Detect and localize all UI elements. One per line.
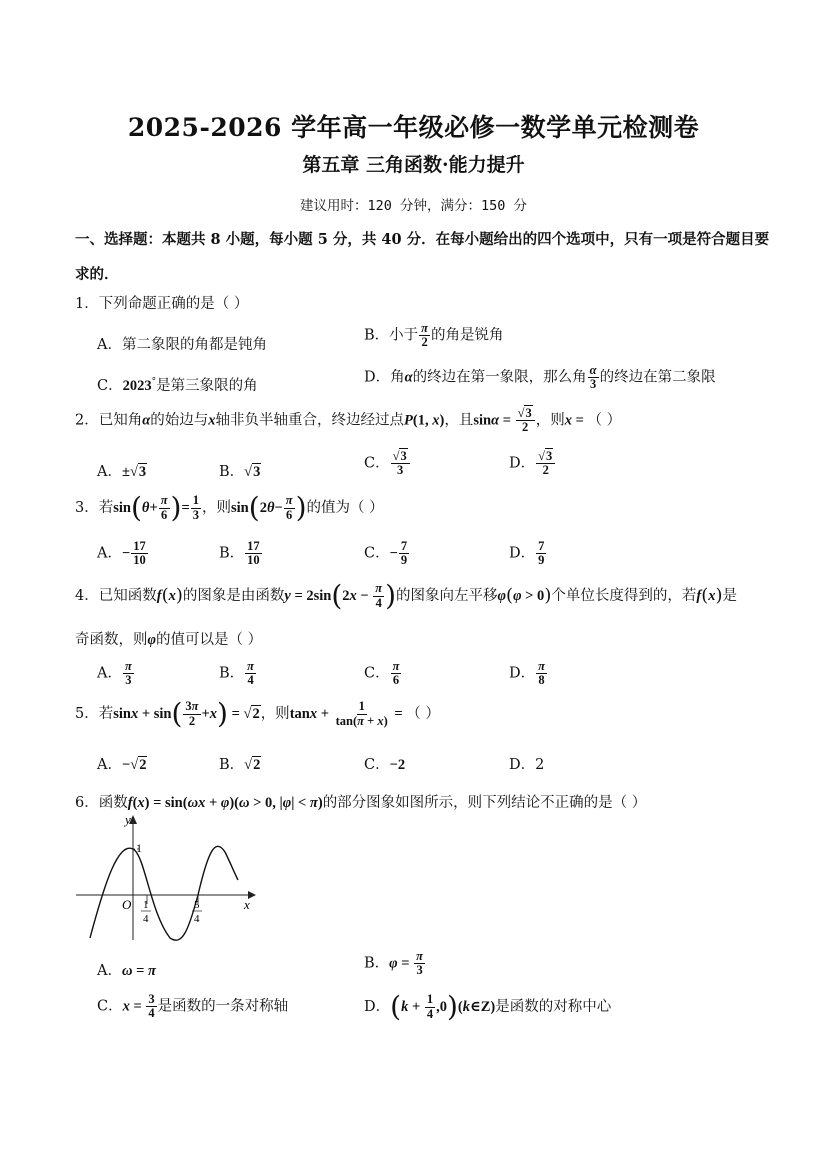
question-6-sine-graph xyxy=(70,812,260,950)
sine-curve xyxy=(90,846,238,940)
section-heading-line2: 求的． xyxy=(75,266,119,283)
tick-label-five-quarter-den: 4 xyxy=(194,913,200,925)
question-1-option-b: B．小于 $\frac{\pi}{2}$ 的角是锐角 xyxy=(364,321,504,350)
x-axis-label: x xyxy=(244,897,250,912)
question-4-option-b: B． $\frac{\pi}{4}$ xyxy=(219,659,254,688)
question-6-option-a: A．ω = π xyxy=(97,963,156,979)
question-2-option-a: A．±√3 xyxy=(97,464,147,480)
y-axis-label: y xyxy=(125,812,131,827)
question-5-option-a: A．−√2 xyxy=(97,757,147,773)
question-1-option-c: C．2023°是第三象限的角 xyxy=(97,377,258,394)
question-5-option-d: D．2 xyxy=(509,757,545,773)
question-3-option-c: C．− $\frac{7}{9}$ xyxy=(364,539,408,568)
question-1-option-a: A．第二象限的角都是钝角 xyxy=(97,337,267,353)
question-5-option-c: C．−2 xyxy=(364,757,406,773)
question-2-stem: 2．已知角α的始边与x轴非负半轴重合，终边经过点P(1, x)，且sinα = $\frac{√3}{2}$ ，则x = （ ） xyxy=(75,406,622,435)
question-2-option-c: C． $\frac{√3}{3}$ xyxy=(364,450,411,477)
question-4-stem-line1: 4．已知函数f(x)的图象是由函数y = 2sin(2x − $\frac{\pi}{4}$ )的图象向左平移φ(φ > 0)个单位长度得到的，若f(x)是 xyxy=(75,579,737,612)
question-1-stem: 1．下列命题正确的是（ ） xyxy=(75,296,249,312)
question-4-option-c: C． $\frac{\pi}{6}$ xyxy=(364,659,400,688)
question-3-stem: 3．若sin(θ+ $\frac{\pi}{6}$ )= $\frac{1}{3}$ ，则sin(2θ− $\frac{\pi}{6}$ )的值为（ ） xyxy=(75,491,384,524)
origin-label: O xyxy=(122,897,132,912)
question-3-option-a: A．− $\frac{17}{10}$ xyxy=(97,539,146,568)
section-heading-line1: 一、选择题：本题共 8 小题，每小题 5 分，共 40 分．在每小题给出的四个选项中，只有一项是符合题目要 xyxy=(75,231,770,248)
question-2-option-d: D． $\frac{√3}{2}$ xyxy=(509,450,556,477)
page-subtitle: 第五章 三角函数·能力提升 xyxy=(302,154,525,176)
y-one-label: 1 xyxy=(136,841,142,855)
exam-info: 建议用时：120 分钟，满分：150 分 xyxy=(299,198,528,214)
question-4-option-a: A． $\frac{\pi}{3}$ xyxy=(97,659,132,688)
question-6-option-d: D．(k + $\frac{1}{4}$ ,0)(k∈Z)是函数的对称中心 xyxy=(364,990,612,1023)
tick-label-quarter-num: 1 xyxy=(143,899,149,911)
question-2-option-b: B．√3 xyxy=(219,464,261,480)
question-6-option-b: B．φ = $\frac{\pi}{3}$ xyxy=(364,949,423,978)
page-title: 2025-2026 学年高一年级必修一数学单元检测卷 xyxy=(127,113,700,142)
question-3-option-d: D． $\frac{7}{9}$ xyxy=(509,539,545,568)
question-5-stem: 5．若sinx + sin( $\frac{3\pi}{2}$ +x) = √2，则tanx + $\frac{1}{\tan(\pi + x)}$ = （ ） xyxy=(75,697,440,730)
tick-label-quarter-den: 4 xyxy=(143,913,149,925)
tick-label-five-quarter-num: 5 xyxy=(194,899,200,911)
question-4-option-d: D． $\frac{\pi}{8}$ xyxy=(509,659,545,688)
question-6-stem: 6．函数f(x) = sin(ωx + φ)(ω > 0, |φ| < π)的部分图象如图所示，则下列结论不正确的是（ ） xyxy=(75,795,647,811)
question-6-option-c: C．x = $\frac{3}{4}$ 是函数的一条对称轴 xyxy=(97,992,289,1021)
question-4-stem-line2: 奇函数，则φ的值可以是（ ） xyxy=(75,632,263,648)
question-5-option-b: B．√2 xyxy=(219,757,261,773)
question-1-option-d: D．角α的终边在第一象限，那么角 $\frac{\alpha}{3}$ 的终边在第二象限 xyxy=(364,363,716,392)
question-3-option-b: B． $\frac{17}{10}$ xyxy=(219,539,260,568)
